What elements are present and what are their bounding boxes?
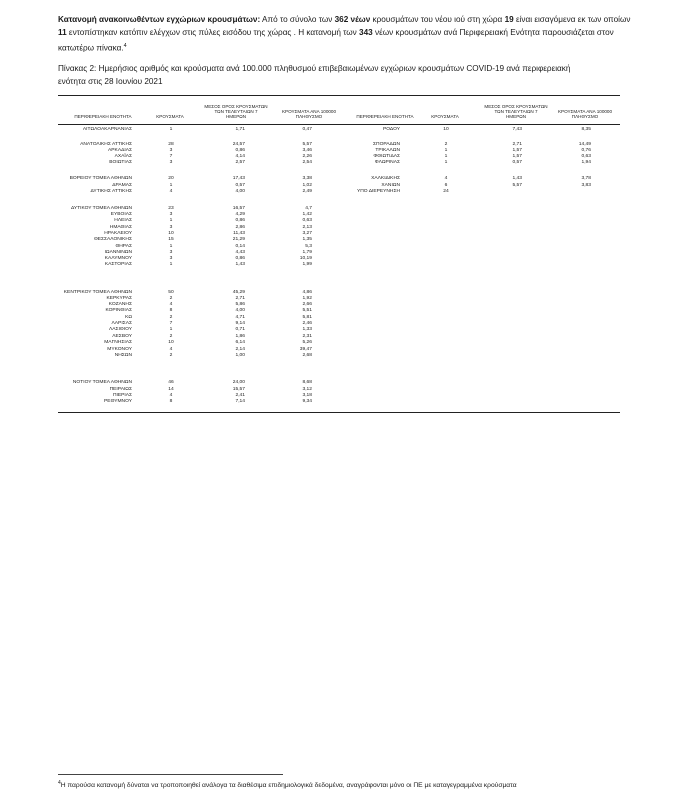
left-cell-per100k: 5,3 xyxy=(305,244,312,249)
left-cell-avg7: 2,14 xyxy=(235,347,245,352)
left-cell-avg7: 0,86 xyxy=(235,256,245,261)
left-cell-cases: 3 xyxy=(169,250,173,255)
header-avg-line: ΜΕΣΟΣ ΟΡΟΣ ΚΡΟΥΣΜΑΤΩΝ xyxy=(484,104,548,109)
left-cell-avg7: 5,86 xyxy=(235,302,245,307)
intro-text: Από το σύνολο των xyxy=(260,15,335,24)
left-cell-per100k: 3,46 xyxy=(302,148,312,153)
left-cell-cases: 1 xyxy=(169,327,173,332)
left-cell-region: ΡΕΘΥΜΝΟΥ xyxy=(104,399,132,404)
left-cell-cases: 3 xyxy=(169,256,173,261)
left-cell-per100k: 3,18 xyxy=(302,393,312,398)
left-cell-per100k: 3,38 xyxy=(302,176,312,181)
caption-line: ενότητα στις 28 Ιουνίου 2021 xyxy=(58,77,163,86)
footnote-marker: 4 xyxy=(58,780,61,786)
left-cell-region: ΙΩΑΝΝΙΝΩΝ xyxy=(104,250,132,255)
right-cell-per100k: 14,49 xyxy=(578,142,591,147)
header-bottom-rule xyxy=(58,124,620,125)
right-cell-per100k: 0,76 xyxy=(581,148,591,153)
left-cell-avg7: 0,57 xyxy=(235,183,245,188)
left-cell-cases: 23 xyxy=(168,206,174,211)
left-cell-region: ΚΑΣΤΟΡΙΑΣ xyxy=(104,262,132,267)
header-per-line: ΠΛΗΘΥΣΜΟ xyxy=(295,114,323,120)
header-region: ΠΕΡΙΦΕΡΕΙΑΚΗ ΕΝΟΤΗΤΑ xyxy=(356,114,414,119)
footnote-marker: 4 xyxy=(123,42,127,49)
right-cell-avg7: 0,57 xyxy=(512,160,522,165)
border-count: 11 xyxy=(58,28,67,38)
domestic-count: 343 xyxy=(359,28,373,38)
left-cell-per100k: 2,49 xyxy=(302,189,312,194)
left-cell-per100k: 2,26 xyxy=(302,154,312,159)
right-cell-avg7: 2,71 xyxy=(512,142,522,147)
right-cell-avg7: 1,43 xyxy=(512,176,522,181)
intro-paragraph xyxy=(58,13,638,55)
footnote-rule xyxy=(58,774,283,775)
left-cell-cases: 8 xyxy=(169,308,173,313)
left-cell-avg7: 1,43 xyxy=(235,262,245,267)
left-cell-cases: 1 xyxy=(169,127,173,132)
left-cell-avg7: 4,71 xyxy=(235,315,245,320)
left-cell-avg7: 6,14 xyxy=(235,340,245,345)
right-cell-per100k: 8,35 xyxy=(581,127,591,132)
right-cell-region: ΧΑΝΙΩΝ xyxy=(381,183,400,188)
left-cell-cases: 2 xyxy=(169,315,173,320)
left-cell-per100k: 39,47 xyxy=(299,347,312,352)
left-cell-region: ΜΥΚΟΝΟΥ xyxy=(107,347,132,352)
caption-line: Πίνακας 2: Ημερήσιος αριθμός και κρούσματα ανά 100.000 πληθυσμού επιβεβαιωμένων εγχώριων κρουσμάτων COVID-19 ανά περιφερειακή xyxy=(58,64,571,73)
left-cell-cases: 4 xyxy=(169,302,173,307)
left-cell-cases: 8 xyxy=(169,399,173,404)
right-cell-per100k: 0,63 xyxy=(581,154,591,159)
left-cell-cases: 3 xyxy=(169,148,173,153)
intro-text: κρουσμάτων του νέου ιού στη χώρα xyxy=(370,15,505,24)
footnote xyxy=(58,779,658,790)
table-top-rule xyxy=(58,95,620,96)
left-cell-avg7: 2,41 xyxy=(235,393,245,398)
left-cell-region: ΒΟΡΕΙΟΥ ΤΟΜΕΑ ΑΘΗΝΩΝ xyxy=(69,176,132,181)
left-cell-per100k: 1,02 xyxy=(302,183,312,188)
right-cell-cases: 1 xyxy=(444,148,448,153)
left-cell-cases: 1 xyxy=(169,244,173,249)
left-cell-per100k: 5,51 xyxy=(302,308,312,313)
header-avg xyxy=(476,104,556,120)
left-cell-avg7: 4,29 xyxy=(235,212,245,217)
left-cell-region: ΔΡΑΜΑΣ xyxy=(112,183,132,188)
left-cell-cases: 50 xyxy=(168,290,174,295)
intro-text: εντοπίστηκαν κατόπιν ελέγχων στις πύλες εισόδου της χώρας . Η κατανομή των xyxy=(66,28,360,38)
left-cell-per100k: 2,31 xyxy=(302,334,312,339)
table-caption xyxy=(58,62,638,88)
left-cell-cases: 2 xyxy=(169,296,173,301)
table-bottom-rule xyxy=(58,412,620,413)
left-cell-avg7: 0,86 xyxy=(235,218,245,223)
left-cell-cases: 46 xyxy=(168,380,174,385)
left-cell-cases: 20 xyxy=(168,176,174,181)
header-per100k xyxy=(274,109,344,119)
left-cell-per100k: 1,35 xyxy=(302,237,312,242)
header-avg-line: ΤΩΝ ΤΕΛΕΥΤΑΙΩΝ 7 xyxy=(494,109,538,115)
left-cell-cases: 3 xyxy=(169,212,173,217)
left-cell-region: ΚΕΡΚΥΡΑΣ xyxy=(106,296,132,301)
left-cell-avg7: 4,00 xyxy=(235,308,245,313)
left-cell-region: ΑΝΑΤΟΛΙΚΗΣ ΑΤΤΙΚΗΣ xyxy=(80,142,132,147)
left-cell-avg7: 0,14 xyxy=(235,244,245,249)
left-cell-avg7: 1,00 xyxy=(235,353,245,358)
left-cell-region: ΝΟΤΙΟΥ ΤΟΜΕΑ ΑΘΗΝΩΝ xyxy=(72,380,132,385)
left-cell-avg7: 4,14 xyxy=(235,154,245,159)
left-cell-per100k: 4,7 xyxy=(305,206,312,211)
right-cell-cases: 2 xyxy=(444,142,448,147)
left-cell-cases: 1 xyxy=(169,262,173,267)
header-avg-line: ΤΩΝ ΤΕΛΕΥΤΑΙΩΝ 7 xyxy=(214,109,258,115)
right-cell-cases: 24 xyxy=(443,189,449,194)
right-cell-avg7: 7,43 xyxy=(512,127,522,132)
left-cell-per100k: 1,42 xyxy=(302,212,312,217)
left-cell-cases: 7 xyxy=(169,321,173,326)
left-cell-per100k: 8,68 xyxy=(302,380,312,385)
left-cell-region: ΚΟΖΑΝΗΣ xyxy=(108,302,132,307)
imported-count: 19 xyxy=(504,15,514,24)
intro-text: νέων κρουσμάτων ανά Περιφερειακή Ενότητα παρουσιάζεται στον κατωτέρω πίνακα. xyxy=(58,28,614,53)
left-cell-region: ΑΙΤΩΛΟΑΚΑΡΝΑΝΙΑΣ xyxy=(82,127,132,132)
left-cell-region: ΚΑΛΥΜΝΟΥ xyxy=(104,256,132,261)
intro-text: είναι εισαγόμενα εκ των οποίων xyxy=(513,15,631,24)
footnote-text: Η παρούσα κατανομή δύναται να τροποποιηθεί ανάλογα τα διαθέσιμα επιδημιολογικά δεδομένα, αναγράφονται μόνο οι ΠΕ με καταγεγραμμένα κρούσματα xyxy=(60,782,517,790)
left-cell-per100k: 10,19 xyxy=(299,256,312,261)
header-per100k xyxy=(550,109,620,119)
left-cell-cases: 28 xyxy=(168,142,174,147)
left-cell-region: ΒΟΙΩΤΙΑΣ xyxy=(109,160,132,165)
left-cell-per100k: 2,13 xyxy=(302,225,312,230)
right-cell-cases: 1 xyxy=(444,154,448,159)
right-cell-region: ΥΠΟ ΔΙΕΡΕΥΝΗΣΗ xyxy=(357,189,400,194)
right-cell-region: ΦΘΙΩΤΙΔΑΣ xyxy=(373,154,400,159)
header-cases: ΚΡΟΥΣΜΑΤΑ xyxy=(431,114,459,119)
left-cell-per100k: 1,33 xyxy=(302,327,312,332)
right-cell-region: ΡΟΔΟΥ xyxy=(382,127,400,132)
left-cell-cases: 10 xyxy=(168,340,174,345)
header-avg-line: ΗΜΕΡΩΝ xyxy=(225,114,247,120)
right-cell-region: ΧΑΛΚΙΔΙΚΗΣ xyxy=(371,176,400,181)
left-cell-avg7: 15,57 xyxy=(232,387,245,392)
left-cell-cases: 4 xyxy=(169,347,173,352)
left-cell-per100k: 2,68 xyxy=(302,353,312,358)
left-cell-avg7: 24,00 xyxy=(232,380,245,385)
left-cell-avg7: 11,43 xyxy=(233,231,245,236)
right-cell-per100k: 3,83 xyxy=(581,183,591,188)
left-cell-region: ΛΑΡΙΣΑΣ xyxy=(111,321,132,326)
left-cell-per100k: 5,26 xyxy=(302,340,312,345)
left-cell-cases: 7 xyxy=(169,154,173,159)
left-cell-avg7: 9,14 xyxy=(235,321,245,326)
left-cell-region: ΚΩ xyxy=(125,315,132,320)
left-cell-cases: 10 xyxy=(168,231,174,236)
header-per-line: ΠΛΗΘΥΣΜΟ xyxy=(571,114,599,120)
right-cell-per100k: 3,78 xyxy=(581,176,591,181)
left-cell-region: ΛΕΣΒΟΥ xyxy=(112,334,132,339)
right-cell-region: ΣΠΟΡΑΔΩΝ xyxy=(373,142,400,147)
left-cell-per100k: 9,34 xyxy=(302,399,312,404)
header-avg-line: ΜΕΣΟΣ ΟΡΟΣ ΚΡΟΥΣΜΑΤΩΝ xyxy=(204,104,268,109)
left-cell-region: ΠΙΕΡΙΑΣ xyxy=(112,393,132,398)
new-total: 362 νέων xyxy=(334,15,371,24)
left-cell-per100k: 5,57 xyxy=(302,142,312,147)
header-cases: ΚΡΟΥΣΜΑΤΑ xyxy=(156,114,184,119)
left-cell-cases: 1 xyxy=(169,183,173,188)
left-cell-per100k: 2,66 xyxy=(302,302,312,307)
left-cell-per100k: 3,27 xyxy=(302,231,312,236)
right-cell-avg7: 5,57 xyxy=(512,183,522,188)
left-cell-per100k: 1,92 xyxy=(302,296,312,301)
left-cell-per100k: 1,99 xyxy=(302,262,312,267)
left-cell-region: ΘΗΡΑΣ xyxy=(115,244,132,249)
left-cell-avg7: 2,57 xyxy=(235,160,245,165)
right-cell-avg7: 1,57 xyxy=(512,154,522,159)
left-cell-region: ΚΟΡΙΝΘΙΑΣ xyxy=(105,308,132,313)
left-cell-per100k: 0,47 xyxy=(302,127,312,132)
header-avg xyxy=(196,104,276,120)
left-cell-per100k: 1,79 xyxy=(302,250,312,255)
right-cell-cases: 1 xyxy=(444,160,448,165)
left-cell-avg7: 1,86 xyxy=(235,334,245,339)
left-cell-cases: 3 xyxy=(169,160,173,165)
left-cell-region: ΑΧΑΪΑΣ xyxy=(114,154,132,159)
left-cell-per100k: 5,81 xyxy=(302,315,312,320)
left-cell-region: ΑΡΚΑΔΙΑΣ xyxy=(108,148,132,153)
header-per-line: ΚΡΟΥΣΜΑΤΑ ΑΝΑ 100000 xyxy=(557,109,613,114)
left-cell-region: ΔΥΤΙΚΗΣ ΑΤΤΙΚΗΣ xyxy=(90,189,132,194)
left-cell-avg7: 2,86 xyxy=(235,225,245,230)
left-cell-cases: 4 xyxy=(169,189,173,194)
left-cell-cases: 2 xyxy=(169,334,173,339)
left-cell-region: ΘΕΣΣΑΛΟΝΙΚΗΣ xyxy=(93,237,132,242)
left-cell-per100k: 2,46 xyxy=(302,321,312,326)
left-cell-region: ΛΑΣΙΘΙΟΥ xyxy=(109,327,132,332)
left-cell-region: ΔΥΤΙΚΟΥ ΤΟΜΕΑ ΑΘΗΝΩΝ xyxy=(70,206,132,211)
left-cell-avg7: 24,57 xyxy=(232,142,245,147)
left-cell-region: ΠΕΙΡΑΙΩΣ xyxy=(109,387,132,392)
left-cell-per100k: 0,63 xyxy=(302,218,312,223)
left-cell-avg7: 0,71 xyxy=(235,327,245,332)
left-cell-avg7: 16,57 xyxy=(232,206,245,211)
right-cell-cases: 6 xyxy=(444,183,448,188)
right-cell-region: ΤΡΙΚΑΛΩΝ xyxy=(375,148,400,153)
left-cell-region: ΚΕΝΤΡΙΚΟΥ ΤΟΜΕΑ ΑΘΗΝΩΝ xyxy=(63,290,132,295)
left-cell-cases: 15 xyxy=(168,237,174,242)
left-cell-cases: 1 xyxy=(169,218,173,223)
left-cell-avg7: 2,71 xyxy=(235,296,245,301)
left-cell-avg7: 4,00 xyxy=(235,189,245,194)
left-cell-per100k: 4,86 xyxy=(302,290,312,295)
left-cell-region: ΕΥΒΟΙΑΣ xyxy=(110,212,132,217)
left-cell-region: ΗΛΕΙΑΣ xyxy=(114,218,132,223)
right-cell-avg7: 1,57 xyxy=(512,148,522,153)
left-cell-per100k: 3,12 xyxy=(302,387,312,392)
left-cell-cases: 14 xyxy=(168,387,174,392)
left-cell-cases: 4 xyxy=(169,393,173,398)
header-per-line: ΚΡΟΥΣΜΑΤΑ ΑΝΑ 100000 xyxy=(281,109,337,114)
left-cell-avg7: 7,14 xyxy=(235,399,245,404)
left-cell-region: ΗΡΑΚΛΕΙΟΥ xyxy=(104,231,132,236)
left-cell-avg7: 45,29 xyxy=(232,290,245,295)
header-avg-line: ΗΜΕΡΩΝ xyxy=(505,114,527,120)
right-cell-per100k: 1,94 xyxy=(581,160,591,165)
left-cell-avg7: 0,86 xyxy=(235,148,245,153)
left-cell-avg7: 21,29 xyxy=(232,237,245,242)
left-cell-region: ΗΜΑΘΙΑΣ xyxy=(109,225,132,230)
left-cell-cases: 3 xyxy=(169,225,173,230)
left-cell-region: ΝΗΣΩΝ xyxy=(114,353,132,358)
left-cell-region: ΜΑΓΝΗΣΙΑΣ xyxy=(104,340,132,345)
right-cell-region: ΦΛΩΡΙΝΑΣ xyxy=(374,160,400,165)
header-region: ΠΕΡΙΦΕΡΕΙΑΚΗ ΕΝΟΤΗΤΑ xyxy=(74,114,132,119)
left-cell-per100k: 2,54 xyxy=(302,160,312,165)
left-cell-avg7: 1,71 xyxy=(235,127,245,132)
intro-title: Κατανομή ανακοινωθέντων εγχώριων κρουσμάτων: xyxy=(58,15,261,24)
right-cell-cases: 4 xyxy=(444,176,448,181)
left-cell-avg7: 17,43 xyxy=(232,176,245,181)
left-cell-avg7: 4,43 xyxy=(235,250,245,255)
right-cell-cases: 10 xyxy=(443,127,449,132)
left-cell-cases: 2 xyxy=(169,353,173,358)
